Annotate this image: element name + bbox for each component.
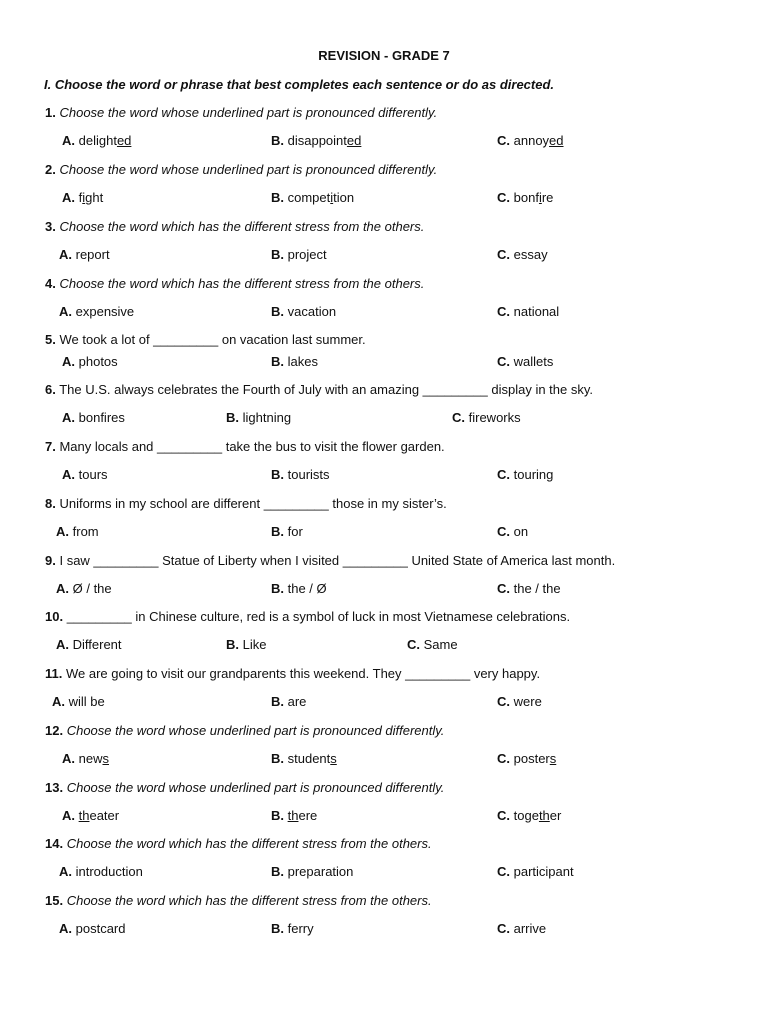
option-text-pre: are [287,694,307,709]
option-text-pre: lakes [287,354,318,369]
option-text-pre: participant [513,864,574,879]
option-c [497,864,574,879]
question-number: 9. [45,553,56,568]
question-1 [45,105,437,120]
option-text-pre: tourists [287,467,330,482]
option-text-pre: fireworks [468,410,521,425]
option-letter: C. [497,581,510,596]
option-letter: C. [452,410,465,425]
question-12 [45,723,444,738]
option-a [56,524,99,539]
question-text: Choose the word which has the different stress from the others. [66,836,432,851]
question-text: Choose the word whose underlined part is pronounced differently. [66,723,445,738]
question-8 [45,496,447,511]
question-text: Choose the word which has the different stress from the others. [66,893,432,908]
option-a [59,921,126,936]
option-underlined-part: th [538,808,550,823]
option-text-pre: essay [513,247,548,262]
option-letter: A. [56,524,69,539]
option-text-pre: expensive [75,304,135,319]
question-number: 5. [45,332,56,347]
option-letter: B. [271,581,284,596]
option-text-pre: poster [513,751,550,766]
option-text-pre: for [287,524,303,539]
option-text-pre: touring [513,467,554,482]
option-text-pre: disappoint [287,133,347,148]
question-number: 8. [45,496,56,511]
option-c [407,637,458,652]
option-letter: C. [497,921,510,936]
option-b [226,637,266,652]
option-text-pre: project [287,247,327,262]
worksheet-title: REVISION - GRADE 7 [318,48,450,63]
option-c [497,524,528,539]
option-b [271,247,327,262]
option-text-post: ere [298,808,318,823]
option-text-pre: national [513,304,560,319]
question-9 [45,553,615,568]
option-letter: B. [271,524,284,539]
option-letter: A. [62,354,75,369]
option-letter: C. [497,694,510,709]
option-text-pre: annoy [513,133,550,148]
option-a [59,247,110,262]
option-letter: B. [271,190,284,205]
question-number: 11. [45,666,63,681]
option-letter: B. [226,637,239,652]
option-letter: C. [497,354,510,369]
option-a [59,864,143,879]
question-11 [45,666,540,681]
question-5 [45,332,366,347]
question-number: 3. [45,219,56,234]
option-text-pre: Ø / the [72,581,112,596]
option-text-pre: student [287,751,331,766]
option-letter: A. [62,751,75,766]
option-letter: A. [59,304,72,319]
option-letter: C. [497,304,510,319]
question-text: Choose the word whose underlined part is pronounced differently. [66,780,445,795]
option-text-pre: the / Ø [287,581,327,596]
option-underlined-part: i [82,190,86,205]
question-text: We are going to visit our grandparents this weekend. They _________ very happy. [65,666,541,681]
option-underlined-part: ed [549,133,564,148]
option-c [497,304,559,319]
option-letter: C. [497,524,510,539]
question-number: 7. [45,439,56,454]
option-text-pre: preparation [287,864,354,879]
option-letter: A. [59,921,72,936]
option-text-pre: vacation [287,304,337,319]
option-b [271,864,353,879]
question-text: Uniforms in my school are different _________ those in my sister’s. [59,496,447,511]
option-c [497,467,553,482]
option-c [497,354,553,369]
option-b [271,133,361,148]
option-letter: C. [497,751,510,766]
option-b [271,467,330,482]
option-text-pre: on [513,524,529,539]
option-b [271,190,354,205]
option-b [271,304,336,319]
option-a [59,304,134,319]
option-underlined-part: th [287,808,299,823]
option-letter: A. [56,581,69,596]
question-number: 15. [45,893,64,908]
option-text-pre: toge [513,808,539,823]
option-letter: B. [271,921,284,936]
question-number: 12. [45,723,64,738]
option-letter: A. [62,410,75,425]
option-text-pre: Different [72,637,122,652]
option-letter: A. [62,133,75,148]
question-text: The U.S. always celebrates the Fourth of July with an amazing _________ display in the sky. [59,382,594,397]
option-text-pre: compet [287,190,331,205]
option-text-pre: Same [423,637,458,652]
question-text: Choose the word which has the different stress from the others. [59,219,425,234]
option-text-post: ght [85,190,104,205]
option-a [62,467,108,482]
option-c [497,190,553,205]
option-letter: A. [56,637,69,652]
option-text-pre: postcard [75,921,126,936]
question-text: We took a lot of _________ on vacation last summer. [59,332,366,347]
question-number: 14. [45,836,64,851]
option-letter: C. [497,808,510,823]
option-a [56,637,122,652]
option-c [497,751,556,766]
option-text-pre: new [78,751,103,766]
question-15 [45,893,432,908]
option-text-pre: f [78,190,83,205]
option-a [62,354,118,369]
question-13 [45,780,444,795]
question-4 [45,276,424,291]
option-a [62,410,125,425]
option-letter: B. [271,304,284,319]
option-underlined-part: th [78,808,90,823]
option-letter: C. [497,864,510,879]
option-letter: A. [59,864,72,879]
option-text-pre: ferry [287,921,314,936]
option-underlined-part: ed [346,133,362,148]
option-text-pre: will be [68,694,105,709]
option-letter: C. [497,133,510,148]
option-text-pre: lightning [242,410,292,425]
option-text-pre: Like [242,637,267,652]
option-underlined-part: s [330,751,337,766]
option-letter: B. [271,247,284,262]
option-text-pre: were [513,694,542,709]
option-c [452,410,521,425]
option-c [497,694,542,709]
option-letter: B. [226,410,239,425]
option-underlined-part: i [330,190,334,205]
option-a [62,190,103,205]
option-letter: A. [62,190,75,205]
option-a [62,808,119,823]
question-text: Choose the word whose underlined part is pronounced differently. [59,105,438,120]
option-c [497,133,564,148]
option-letter: B. [271,354,284,369]
option-letter: B. [271,864,284,879]
option-b [271,808,317,823]
question-number: 10. [45,609,64,624]
option-letter: B. [271,694,284,709]
option-text-pre: report [75,247,110,262]
option-text-pre: tours [78,467,108,482]
option-b [271,524,303,539]
option-text-post: eater [89,808,120,823]
option-text-post: er [549,808,562,823]
option-c [497,921,546,936]
option-c [497,581,561,596]
option-underlined-part: s [549,751,557,766]
option-a [56,581,112,596]
option-text-pre: bonfires [78,410,125,425]
option-b [271,921,314,936]
option-b [271,354,318,369]
option-text-pre: photos [78,354,118,369]
option-text-pre: bonf [513,190,539,205]
option-text-pre: from [72,524,99,539]
question-number: 2. [45,162,56,177]
option-b [271,581,327,596]
option-text-pre: arrive [513,921,547,936]
option-letter: A. [59,247,72,262]
option-letter: C. [407,637,420,652]
option-letter: B. [271,808,284,823]
question-7 [45,439,445,454]
option-text-pre: introduction [75,864,143,879]
option-text-pre: the / the [513,581,561,596]
question-3 [45,219,424,234]
option-text-pre: delight [78,133,117,148]
option-c [497,808,561,823]
option-letter: B. [271,133,284,148]
option-letter: A. [52,694,65,709]
option-b [271,694,306,709]
question-text: Choose the word whose underlined part is pronounced differently. [59,162,438,177]
option-letter: C. [497,467,510,482]
question-text: Many locals and _________ take the bus to visit the flower garden. [59,439,445,454]
question-number: 1. [45,105,56,120]
option-underlined-part: i [538,190,542,205]
option-c [497,247,548,262]
option-underlined-part: s [102,751,109,766]
question-number: 13. [45,780,64,795]
option-letter: A. [62,808,75,823]
question-number: 6. [45,382,56,397]
option-text-pre: wallets [513,354,554,369]
question-6 [45,382,593,397]
option-a [62,133,131,148]
option-letter: B. [271,751,284,766]
question-number: 4. [45,276,56,291]
option-b [226,410,291,425]
option-b [271,751,337,766]
option-letter: B. [271,467,284,482]
section-instruction: I. Choose the word or phrase that best completes each sentence or do as directed. [44,77,555,92]
question-2 [45,162,437,177]
option-text-post: re [541,190,554,205]
question-text: Choose the word which has the different stress from the others. [59,276,425,291]
option-underlined-part: ed [116,133,132,148]
question-10 [45,609,570,624]
question-text: I saw _________ Statue of Liberty when I visited _________ United State of America last month. [59,553,616,568]
question-14 [45,836,432,851]
option-a [52,694,105,709]
option-letter: C. [497,247,510,262]
option-letter: A. [62,467,75,482]
question-text: _________ in Chinese culture, red is a symbol of luck in most Vietnamese celebrations. [66,609,571,624]
option-a [62,751,109,766]
option-letter: C. [497,190,510,205]
option-text-post: tion [333,190,355,205]
